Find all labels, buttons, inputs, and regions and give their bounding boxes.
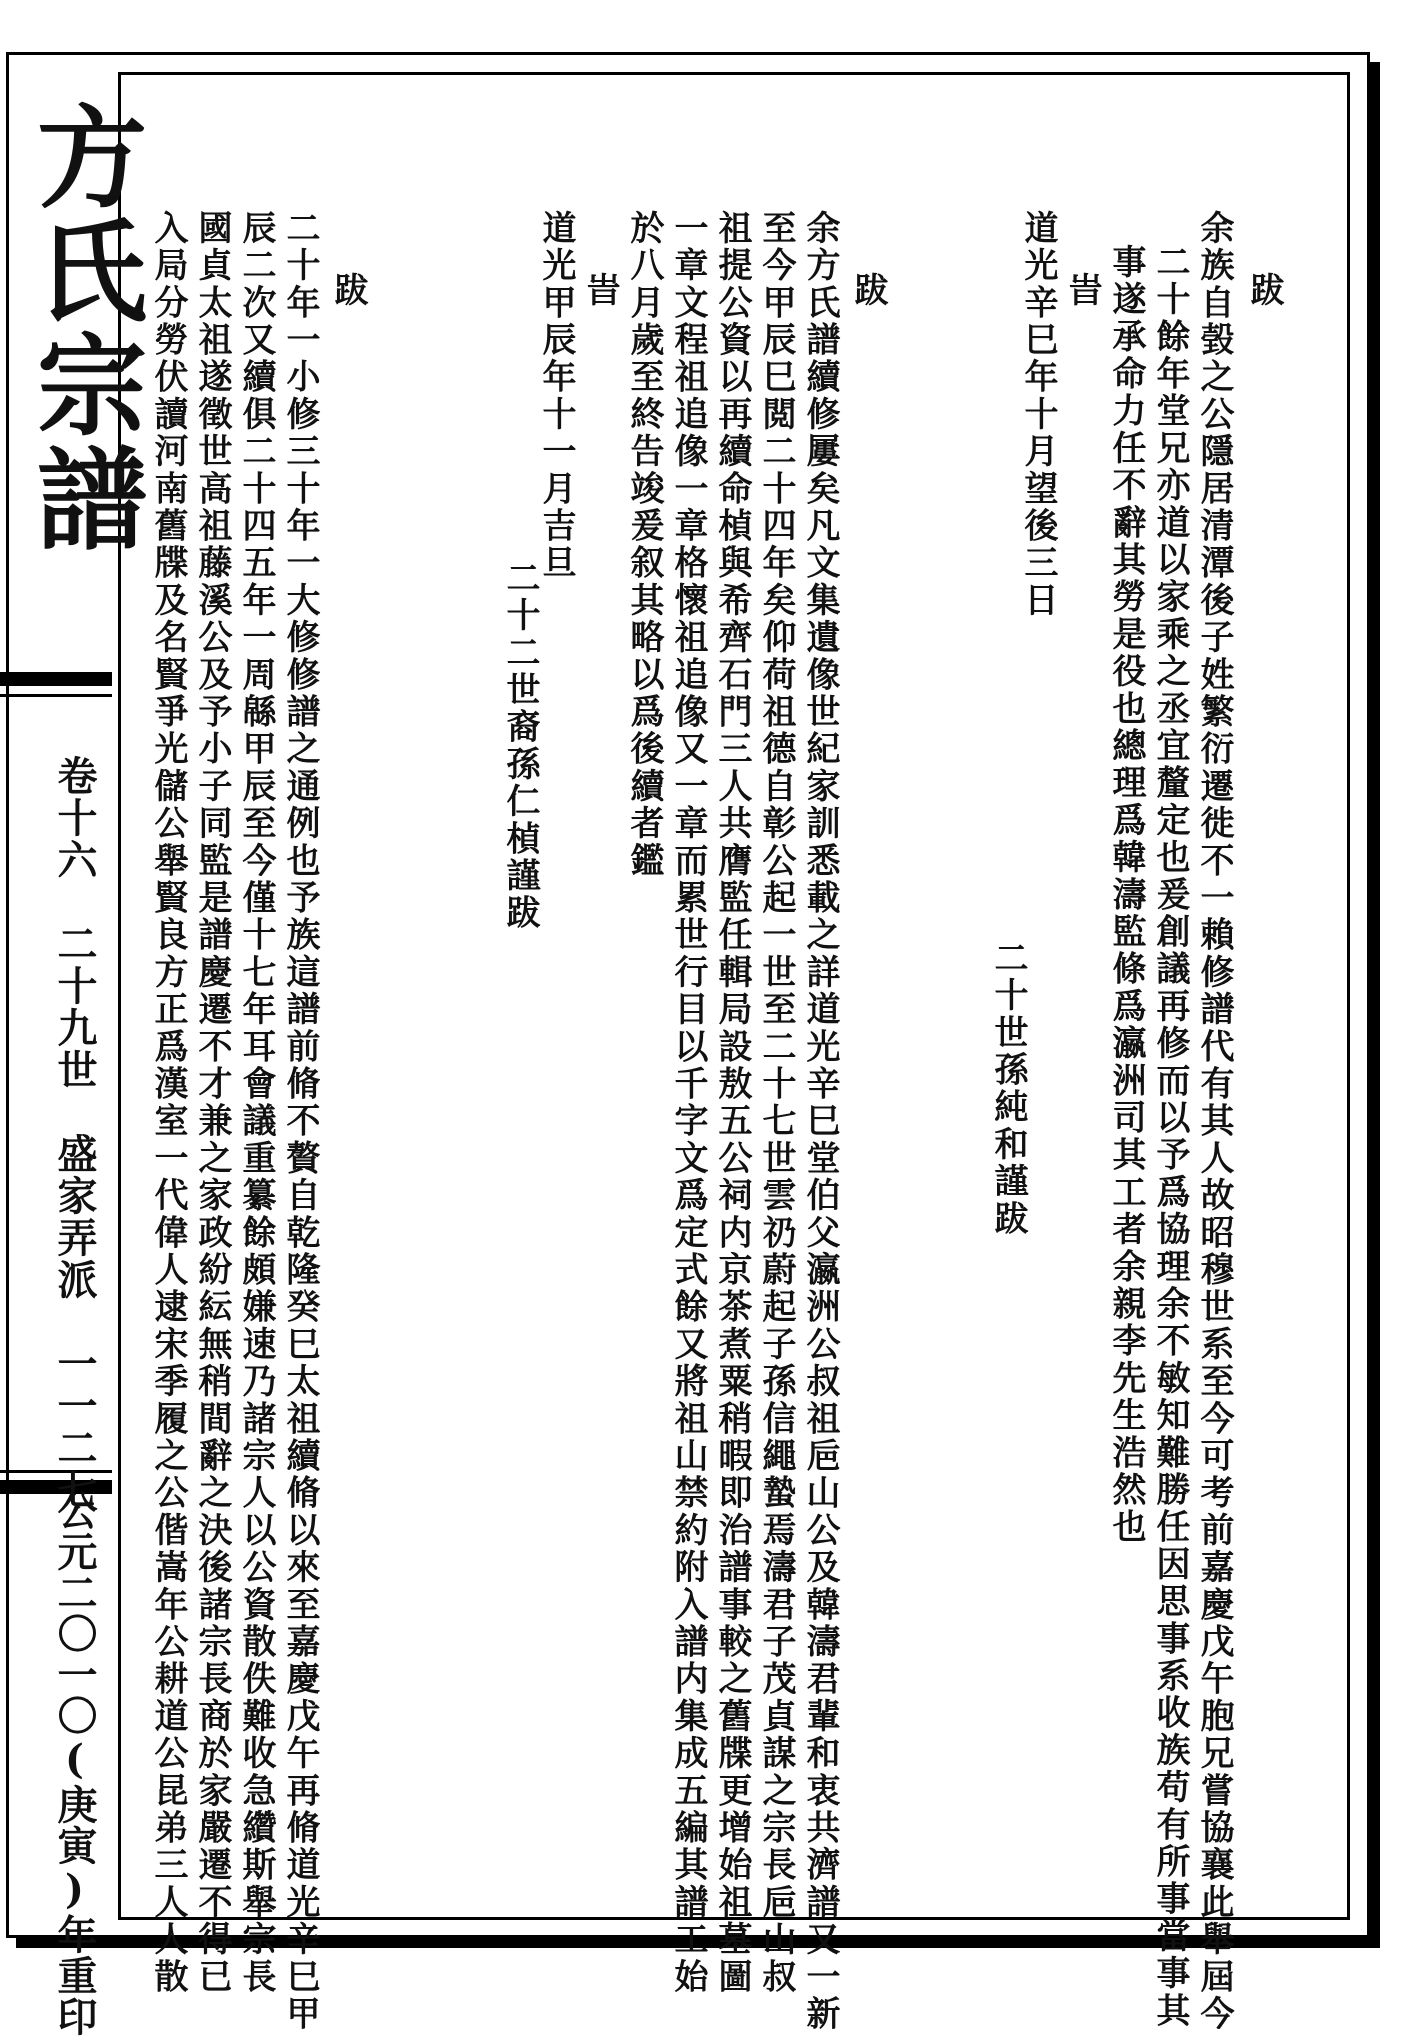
section2-heading: 跋 — [848, 272, 888, 310]
spine-divider-top-thick — [0, 672, 112, 686]
section1-date: 道光辛巳年十月望後三日 — [1018, 210, 1058, 620]
section2-date-prefix: 旹 — [580, 272, 620, 310]
section2-line-2: 至今甲辰巳閲二十四年矣仰荷祖德自彰公起一世至二十七世雲礽蔚起子孫信繩蟄焉濤君子茂貞謀之宗長巵山叔 — [756, 210, 796, 1996]
section3-heading: 跋 — [328, 272, 368, 310]
section3-line-1: 二十年一小修三十年一大修修譜之通例也予族這譜前脩不贅自乾隆癸巳太祖續脩以來至嘉慶戊午再脩道光辛巳甲 — [280, 210, 320, 2033]
section3-line-3: 國貞太祖遂徵世高祖藤溪公及予小子同監是譜慶遷不才兼之家政紛紜無稍間辭之決後諸宗長商於家嚴遷不得已 — [192, 210, 232, 1996]
section2-line-3: 祖提公資以再續命楨與希齊石門三人共膺監任輯局設敖五公祠内京茶煮粟稍暇即治譜事較之舊牒更增始祖墓圖 — [712, 210, 752, 1996]
section1-heading: 跋 — [1244, 272, 1284, 310]
section1-line-1: 余族自㲄之公隱居清潭後子姓繁衍遷徙不一賴修譜代有其人故昭穆世系至今可考前嘉慶戊午胞兄嘗協襄此舉屆今 — [1194, 210, 1234, 2033]
section1-date-prefix: 旹 — [1062, 272, 1102, 310]
section2-line-1: 余方氏譜續修屢矣凡文集遺像世紀家訓悉載之詳道光辛巳堂伯父瀛洲公叔祖巵山公及韓濤君輩和衷共濟譜又一新 — [800, 210, 840, 2033]
section3-line-2: 辰二次又續俱二十四五年一周緜甲辰至今僅十七年耳會議重纂餘頗嫌速乃諸宗人以公資散佚難收急纘斯舉宗長 — [236, 210, 276, 1996]
spine-title: 方氏宗譜 — [19, 100, 148, 556]
section2-line-4: 一章文程祖追像一章格懷祖追像又一章而累世行目以千字文爲定式餘又將祖山禁約附入譜内集成五編其譜工始 — [668, 210, 708, 1996]
spine-volume-info: 卷十六 二十九世 盛家弄派 一一二七 — [51, 755, 98, 1511]
section3-line-4: 入局分勞伏讀河南舊牒及名賢爭光儲公舉賢良方正爲漢室一代偉人逮宋季履之公偕嵩年公耕道公昆弟三人人散 — [148, 210, 188, 1996]
spine-divider-top-thin — [0, 694, 112, 697]
section2-signature: 二十二世裔孫仁楨謹跋 — [500, 560, 540, 932]
section1-line-2: 二十餘年堂兄亦道以家乘之丞宜釐定也爰創議再修而以予爲協理余不敏知難勝任因思事系收族苟有所事當事其 — [1150, 244, 1190, 2030]
section1-line-3: 事遂承命力任不辭其勞是役也總理爲韓濤監條爲瀛洲司其工者余親李先生浩然也 — [1106, 244, 1146, 1546]
section1-signature: 二十世孫純和謹跋 — [988, 940, 1028, 1238]
spine-reprint-year: 公元二〇一〇(庚寅)年重印 — [51, 1490, 98, 2037]
section2-line-5: 於八月歲至終告竣爰叙其略以爲後續者鑑 — [624, 210, 664, 880]
section2-date: 道光甲辰年十一月吉旦 — [536, 210, 576, 582]
